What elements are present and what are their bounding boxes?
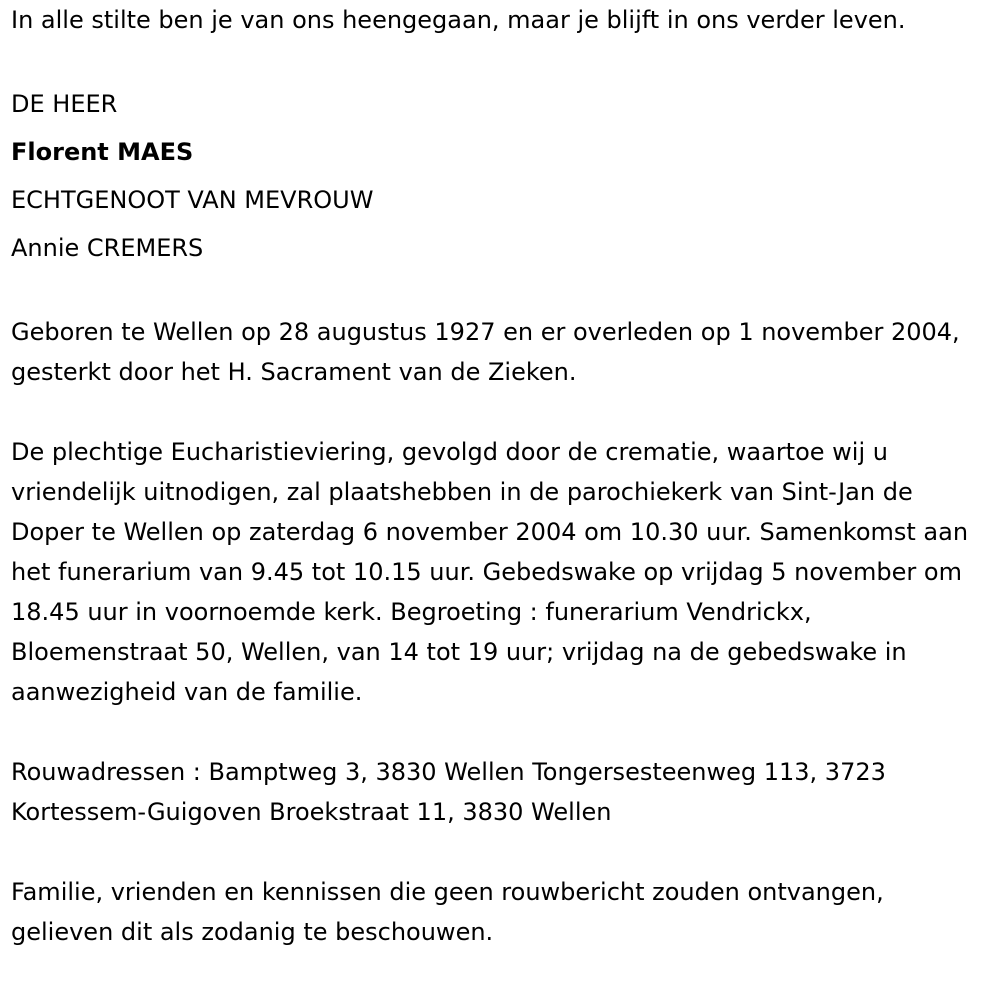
death-notice <box>11 0 986 952</box>
birth-death-text: Geboren te Wellen op 28 augustus 1927 en er overleden op 1 november 2004, gesterkt door het H. Sacrament van de Zieken. <box>11 318 960 386</box>
closing-text: Familie, vrienden en kennissen die geen rouwbericht zouden ontvangen, gelieven dit als zodanig te beschouwen. <box>11 878 884 946</box>
intro-text: In alle stilte ben je van ons heengegaan, maar je blijft in ons verder leven. <box>11 6 906 34</box>
ceremony-text: De plechtige Eucharistieviering, gevolgd door de crematie, waartoe wij u vriendelijk uitnodigen, zal plaatshebben in de parochiekerk van Sint-Jan de Doper te Wellen op zaterdag 6 november 2004 om 10.30 uur. Samenkomst aan het funerarium van 9.45 tot 10.15 uur. Gebedswake op vrijdag 5 november om 18.45 uur in voornoemde kerk. Begroeting : funerarium Vendrickx, Bloemenstraat 50, Wellen, van 14 tot 19 uur; vrijdag na de gebedswake in aanwezigheid van de familie. <box>11 438 969 706</box>
addresses-text: Rouwadressen : Bamptweg 3, 3830 Wellen Tongersesteenweg 113, 3723 Kortessem-Guigoven Broekstraat 11, 3830 Wellen <box>11 758 886 826</box>
spacer <box>11 392 986 432</box>
spacer <box>11 712 986 752</box>
spacer <box>11 40 986 80</box>
spouse-name: Annie CREMERS <box>11 234 204 262</box>
title-prefix: DE HEER <box>11 90 118 118</box>
relation-text: ECHTGENOOT VAN MEVROUW <box>11 186 374 214</box>
spacer <box>11 832 986 872</box>
deceased-name: Florent MAES <box>11 138 194 166</box>
spacer <box>11 272 986 312</box>
